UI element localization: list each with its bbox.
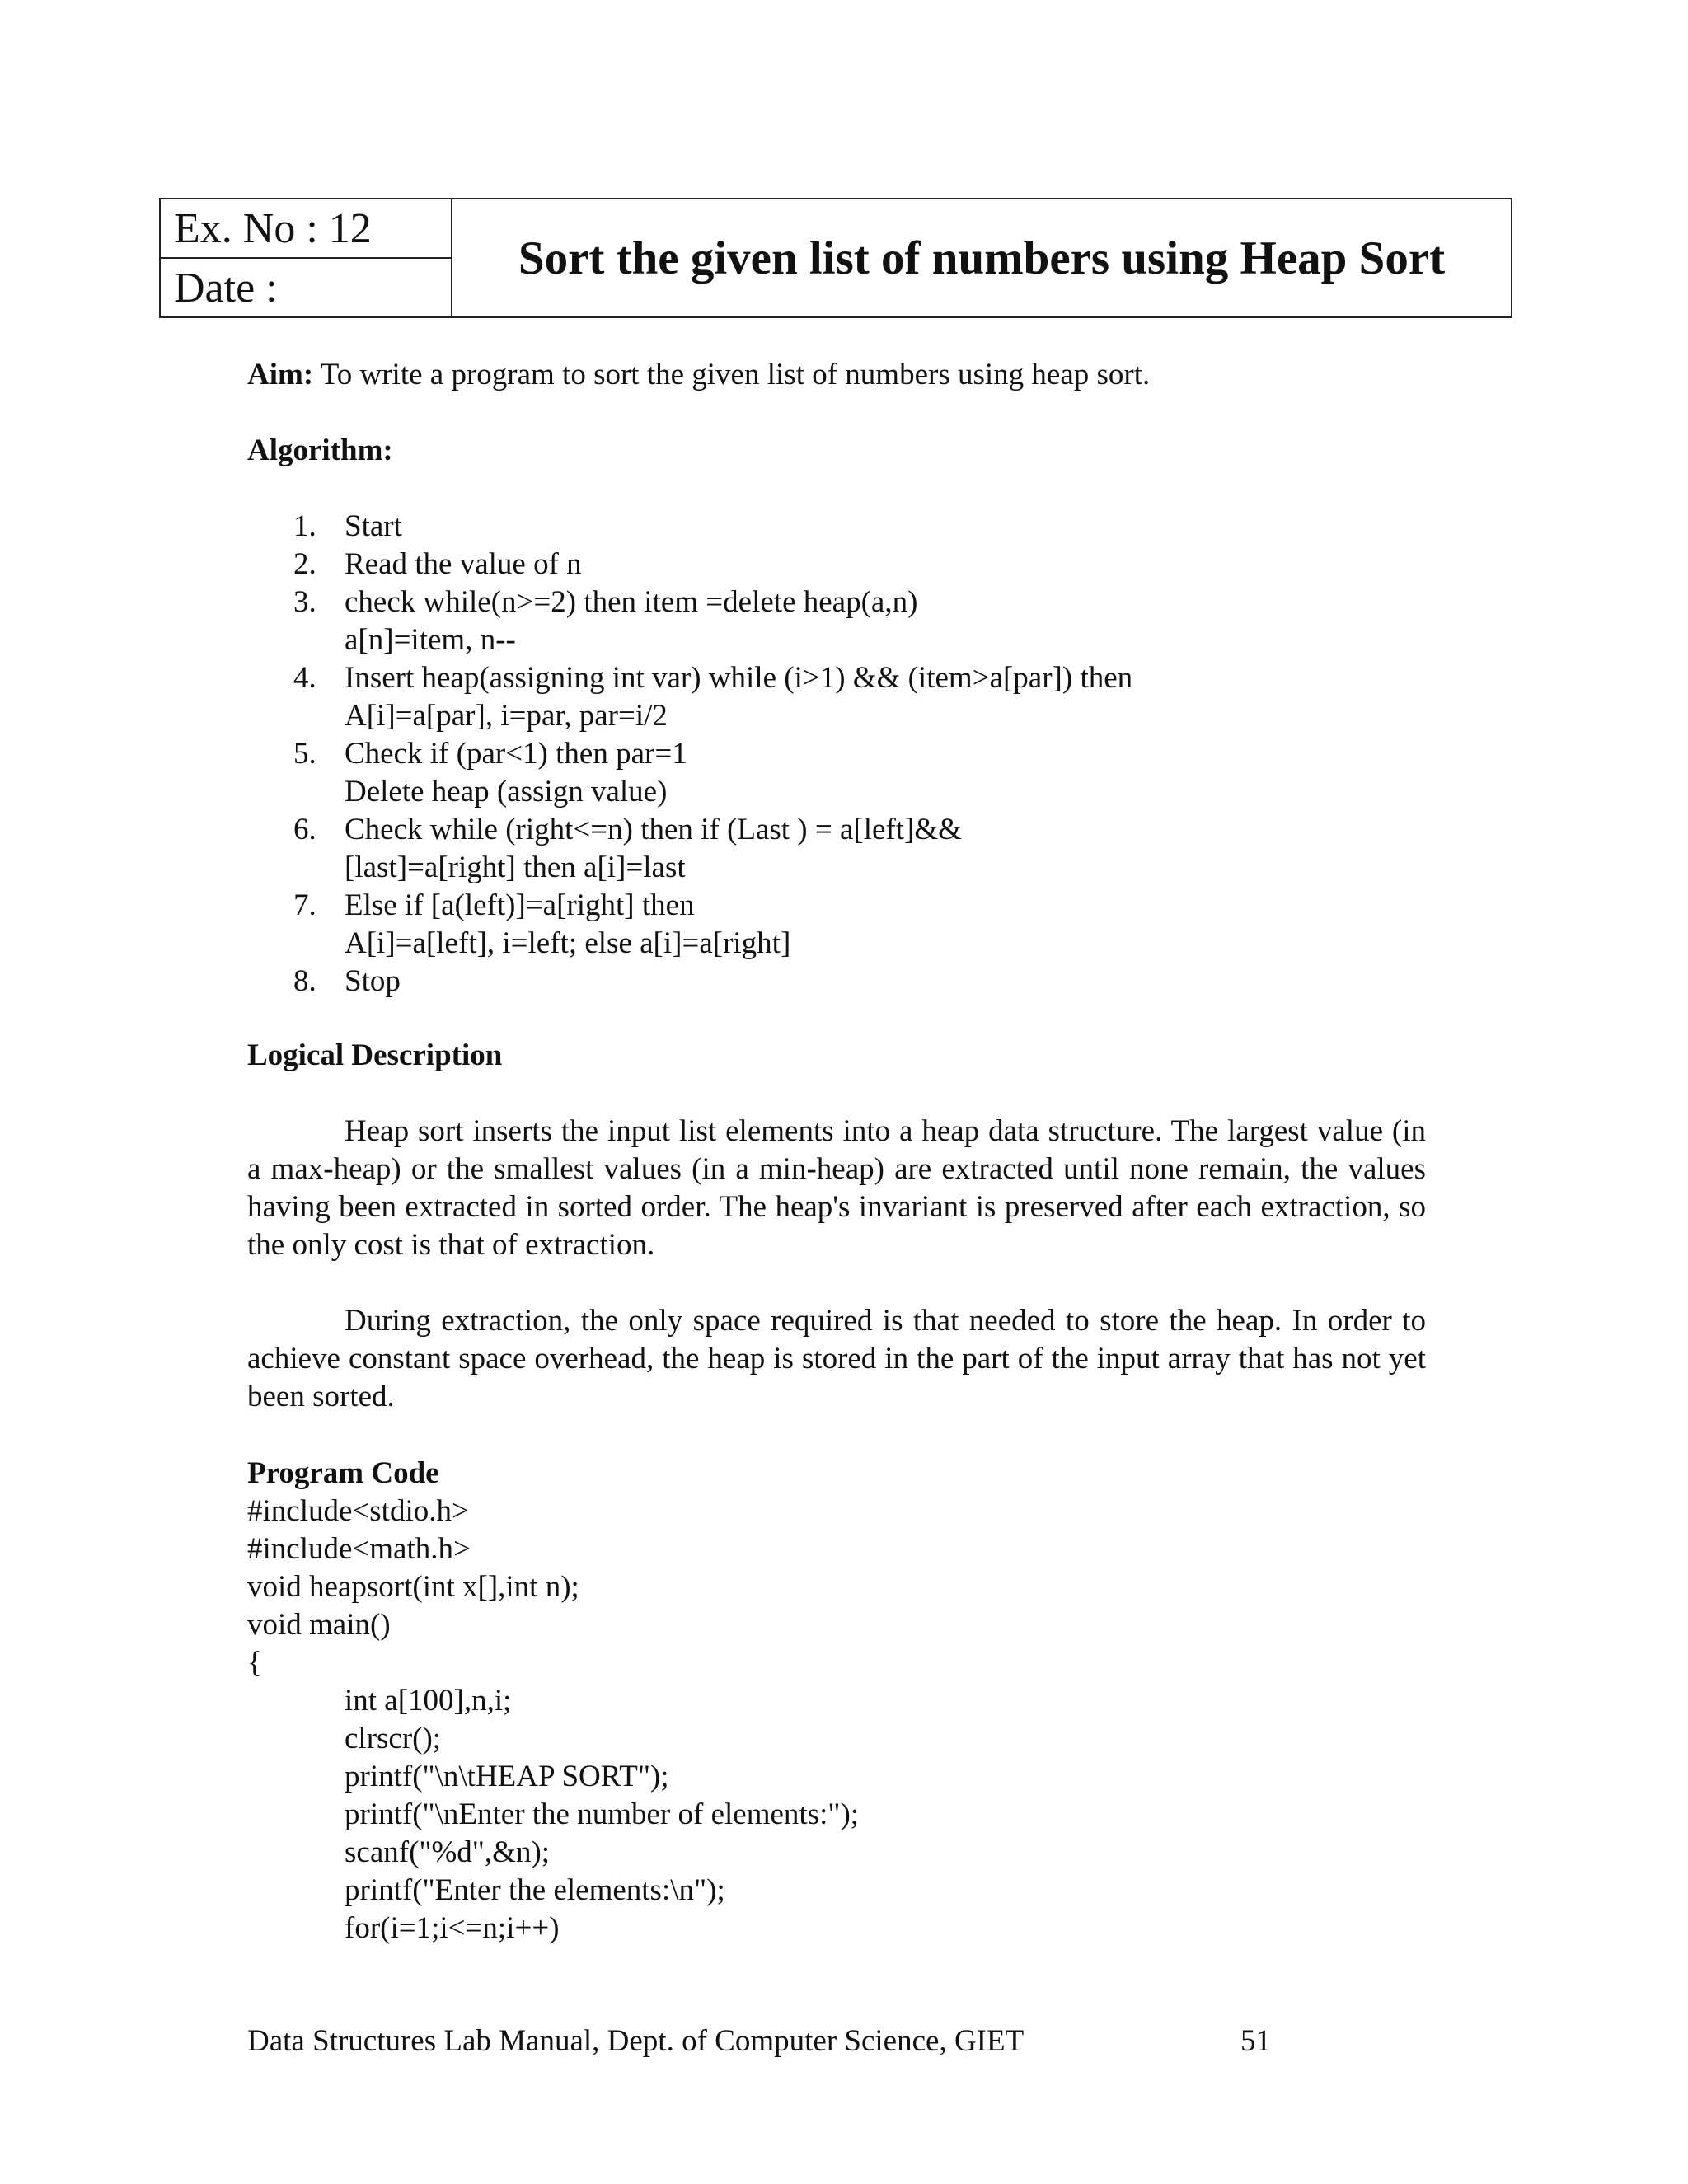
logical-description-heading: Logical Description	[247, 1038, 503, 1072]
program-code-block	[247, 1493, 859, 1947]
code-line: printf("Enter the elements:\n");	[345, 1873, 725, 1907]
program-code-heading: Program Code	[247, 1456, 439, 1490]
algorithm-step-continuation	[247, 849, 1132, 887]
algorithm-step-text: Read the value of n	[345, 547, 582, 581]
code-line: #include<stdio.h>	[247, 1494, 469, 1528]
algorithm-step	[247, 583, 1132, 621]
algorithm-step-text: Delete heap (assign value)	[345, 775, 668, 808]
code-line: int a[100],n,i;	[345, 1684, 512, 1718]
algorithm-step-number: 3.	[293, 585, 316, 619]
algorithm-step-text: Stop	[345, 964, 401, 998]
algorithm-step-continuation	[247, 697, 1132, 735]
code-line: printf("\n\tHEAP SORT");	[345, 1760, 669, 1793]
logical-paragraph-2: During extraction, the only space required is that needed to store the heap. In order to achieve constant space overhead, the heap is stored in the part of the input array that has not yet been sorted.	[247, 1304, 1426, 1413]
algorithm-heading: Algorithm:	[247, 434, 393, 467]
algorithm-steps	[247, 508, 1132, 1001]
exercise-number: Ex. No : 12	[161, 199, 451, 259]
algorithm-step	[247, 508, 1132, 546]
algorithm-step-text: a[n]=item, n--	[345, 623, 516, 657]
exercise-title: Sort the given list of numbers using Heap Sort	[518, 232, 1446, 284]
header-left-column	[161, 199, 452, 316]
algorithm-step-number: 8.	[293, 964, 316, 998]
algorithm-step-text: A[i]=a[left], i=left; else a[i]=a[right]	[345, 926, 791, 960]
algorithm-step-continuation	[247, 773, 1132, 811]
code-line: #include<math.h>	[247, 1532, 471, 1566]
code-line: printf("\nEnter the number of elements:");	[345, 1797, 860, 1831]
footer-text: Data Structures Lab Manual, Dept. of Computer Science, GIET	[247, 2024, 1025, 2058]
code-line: scanf("%d",&n);	[345, 1835, 551, 1869]
aim-label: Aim:	[247, 358, 314, 391]
aim-line	[247, 356, 1150, 394]
exercise-date: Date :	[174, 264, 278, 312]
code-line: void heapsort(int x[],int n);	[247, 1570, 579, 1604]
algorithm-step-number: 5.	[293, 737, 316, 771]
algorithm-step-number: 6.	[293, 813, 316, 846]
aim-text: To write a program to sort the given list of numbers using heap sort.	[313, 358, 1151, 391]
algorithm-step-text: Start	[345, 509, 402, 543]
exercise-header-box	[159, 198, 1512, 318]
page-number: 51	[1240, 2024, 1271, 2058]
algorithm-step-continuation	[247, 925, 1132, 963]
algorithm-step-number: 2.	[293, 547, 316, 581]
code-line: for(i=1;i<=n;i++)	[345, 1911, 560, 1945]
algorithm-step-text: Else if [a(left)]=a[right] then	[345, 888, 695, 922]
algorithm-step	[247, 735, 1132, 773]
algorithm-step-text: [last]=a[right] then a[i]=last	[345, 851, 686, 884]
algorithm-step-number: 1.	[293, 509, 316, 543]
algorithm-step-number: 4.	[293, 661, 316, 695]
algorithm-step-text: Insert heap(assigning int var) while (i>1) && (item>a[par]) then	[345, 661, 1133, 695]
algorithm-step	[247, 659, 1132, 697]
algorithm-step-number: 7.	[293, 888, 316, 922]
algorithm-step-text: Check if (par<1) then par=1	[345, 737, 687, 771]
code-line: {	[247, 1646, 262, 1680]
algorithm-step-text: A[i]=a[par], i=par, par=i/2	[345, 699, 668, 733]
code-line: void main()	[247, 1608, 391, 1642]
logical-paragraph-1: Heap sort inserts the input list elements into a heap data structure. The largest value (in a max-heap) or the smallest values (in a min-heap) are extracted until none remain, the values having been extracted in sorted order. The heap's invariant is preserved after each extraction, so the only cost is that of extraction.	[247, 1114, 1426, 1262]
algorithm-step-text: check while(n>=2) then item =delete heap(a,n)	[345, 585, 918, 619]
code-line: clrscr();	[345, 1722, 442, 1755]
algorithm-step-continuation	[247, 621, 1132, 659]
algorithm-step	[247, 811, 1132, 849]
algorithm-step-text: Check while (right<=n) then if (Last ) = a[left]&&	[345, 813, 962, 846]
algorithm-step	[247, 546, 1132, 583]
algorithm-step	[247, 963, 1132, 1001]
algorithm-step	[247, 887, 1132, 925]
